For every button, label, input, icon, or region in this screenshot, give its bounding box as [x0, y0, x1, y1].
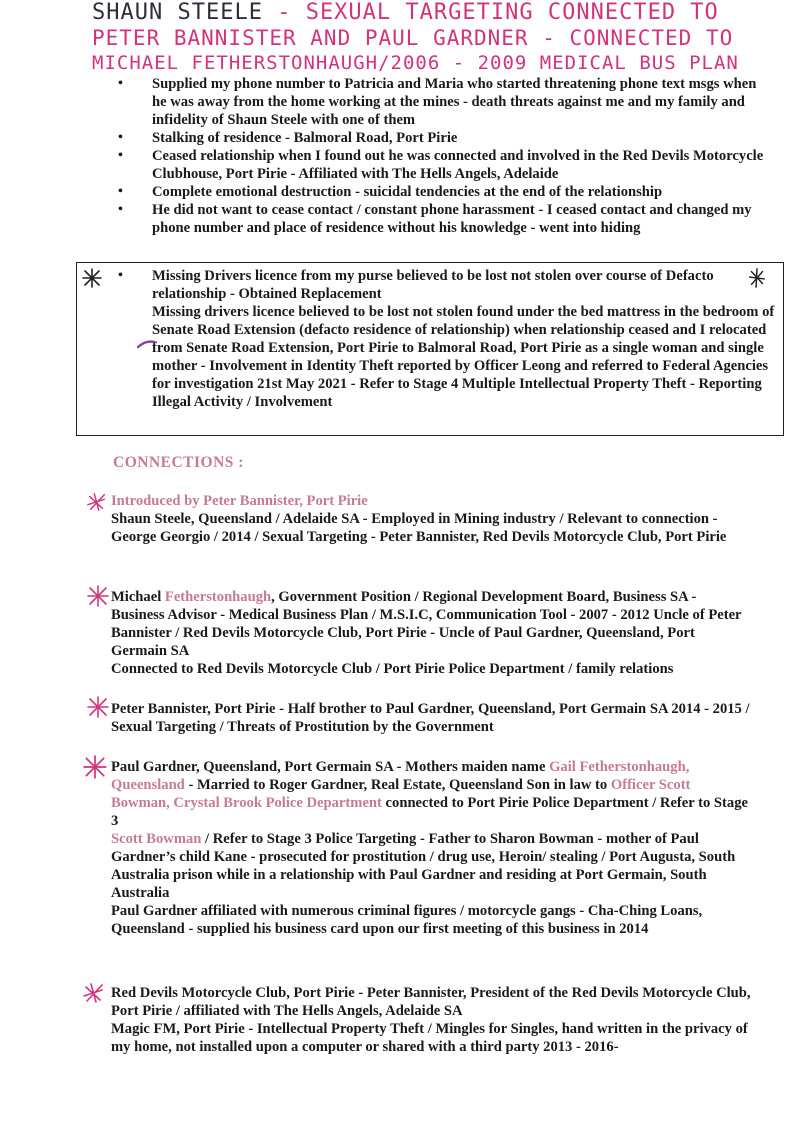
connections-heading: CONNECTIONS :	[113, 454, 244, 471]
bullet-item: • He did not want to cease contact / constant phone harassment - I ceased contact and changed my phone number and place of residence without his knowledge - went into hiding	[118, 201, 768, 237]
boxed-bullet-text: Missing Drivers licence from my purse believed to be lost not stolen over course of Defacto relationship - Obtained Replacement	[152, 268, 714, 302]
connection-entry-4	[111, 758, 751, 938]
handwritten-heading-line-3: MICHAEL FETHERSTONHAUGH/2006 - 2009 MEDICAL BUS PLAN	[92, 52, 739, 74]
bullet-list	[118, 75, 768, 237]
boxed-body-text: Missing drivers licence believed to be lost not stolen found under the bed mattress in the bedroom of Senate Road Extension (defacto residence of relationship) when relationship ceased and I relocated from Senate Road Extension, Port Pirie to Balmoral Road, Port Pirie as a single woman and single mother - Involvement in Identity Theft reported by Officer Leong and referred to Federal Agencies for investigation 21st May 2021 - Refer to Stage 4 Multiple Intellectual Property Theft - Reporting Illegal Activity / Involvement	[152, 304, 775, 410]
bullet-item: • Supplied my phone number to Patricia and Maria who started threatening phone text msgs when he was away from the home working at the mines - death threats against me and my family and infidelity of Shaun Steele with one of them	[118, 75, 768, 129]
bullet-item: • Complete emotional destruction - suicidal tendencies at the end of the relationship	[118, 183, 768, 201]
star-marker-icon	[82, 754, 108, 780]
highlighted-name: Gail Fetherstonhaugh, Queensland	[111, 759, 690, 793]
entry-text: Michael	[111, 589, 165, 605]
entry-body: Shaun Steele, Queensland / Adelaide SA - Employed in Mining industry / Relevant to connection - George Georgio / 2014 / Sexual Targeting - Peter Bannister, Red Devils Motorcycle Club, Port Pirie	[111, 511, 727, 545]
connection-entry-5	[111, 984, 751, 1056]
star-marker-icon	[746, 266, 768, 290]
connection-entry-1	[111, 492, 751, 546]
connection-entry-3	[111, 700, 751, 736]
bullet-dot: •	[118, 268, 123, 283]
handwritten-heading-line-2: PETER BANNISTER AND PAUL GARDNER - CONNECTED TO	[92, 26, 734, 50]
heading-line-1-rest: - SEXUAL TARGETING CONNECTED TO	[277, 0, 719, 25]
pen-mark-icon	[137, 336, 155, 346]
entry-text: Paul Gardner, Queensland, Port Germain SA - Mothers maiden name	[111, 759, 550, 775]
highlighted-name: Scott Bowman	[111, 831, 202, 847]
entry-text: , Government Position / Regional Development Board, Business SA - Business Advisor - Medical Business Plan / M.S.I.C, Communication Tool - 2007 - 2012 Uncle of Peter Bannister / Red Devils Motorcycle Club, Port Pirie - Uncle of Paul Gardner, Queensland, Port Germain SA	[111, 589, 742, 659]
star-marker-icon	[86, 695, 110, 719]
entry-text: Connected to Red Devils Motorcycle Club / Port Pirie Police Department / family relations	[111, 661, 674, 677]
heading-name: SHAUN STEELE	[92, 0, 263, 25]
bullet-item: • Ceased relationship when I found out he was connected and involved in the Red Devils Motorcycle Clubhouse, Port Pirie - Affiliated with The Hells Angels, Adelaide	[118, 147, 768, 183]
highlighted-name: Officer Scott Bowman, Crystal Brook Police Department	[111, 777, 691, 811]
entry-text: - Married to Roger Gardner, Real Estate, Queensland Son in law to	[184, 777, 611, 793]
entry-text: Paul Gardner affiliated with numerous criminal figures / motorcycle gangs - Cha-Ching Loans, Queensland - supplied his business card upon our first meeting of this business in 2014	[111, 903, 703, 937]
star-marker-icon	[86, 584, 110, 608]
star-marker-icon	[80, 266, 104, 290]
entry-text: / Refer to Stage 3 Police Targeting - Father to Sharon Bowman - mother of Paul Gardner’s child Kane - prosecuted for prostitution / drug use, Heroin/ stealing / Port Augusta, South Australia prison while in a relationship with Paul Gardner and residing at Port Germain, South Australia	[111, 831, 736, 901]
boxed-section	[76, 262, 784, 436]
entry-text: connected to Port Pirie Police Department / Refer to Stage 3	[111, 795, 748, 829]
handwritten-heading-line-1	[92, 0, 719, 25]
boxed-text	[152, 267, 777, 411]
connection-entry-2	[111, 588, 751, 678]
highlighted-name: Fetherstonhaugh	[164, 589, 272, 605]
star-marker-icon	[82, 982, 106, 1004]
introduced-by: Introduced by Peter Bannister, Port Pirie	[111, 493, 368, 509]
star-marker-icon	[86, 492, 108, 512]
entry-text: Magic FM, Port Pirie - Intellectual Property Theft / Mingles for Singles, hand written in the privacy of my home, not installed upon a computer or shared with a third party 2013 - 2016-	[111, 1021, 748, 1055]
bullet-item: • Stalking of residence - Balmoral Road, Port Pirie	[118, 129, 768, 147]
entry-text: Peter Bannister, Port Pirie - Half brother to Paul Gardner, Queensland, Port Germain SA 2014 - 2015 / Sexual Targeting / Threats of Prostitution by the Government	[111, 701, 750, 735]
entry-text: Red Devils Motorcycle Club, Port Pirie - Peter Bannister, President of the Red Devils Motorcycle Club, Port Pirie / affiliated with The Hells Angels, Adelaide SA	[111, 985, 751, 1019]
